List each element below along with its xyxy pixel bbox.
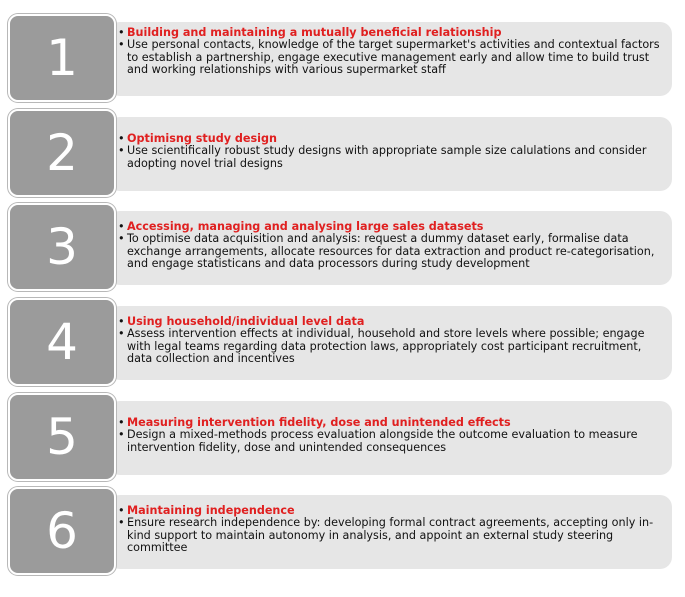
- step-description: Ensure research independence by: developing formal contract agreements, accepting only in-kind support to maintain autonomy in analysis, and appoint an external study steering committee: [127, 516, 654, 554]
- step-number-box: 3: [8, 203, 116, 291]
- bullet-icon: •: [118, 132, 125, 145]
- step-title: Measuring intervention fidelity, dose and unintended effects: [127, 416, 511, 429]
- bullet-icon: •: [118, 428, 125, 442]
- bullet-icon: •: [118, 38, 125, 52]
- step-number-box: 4: [8, 298, 116, 386]
- step-description: Use personal contacts, knowledge of the target supermarket's activities and contextual factors to establish a partnership, engage executive management early and allow time to build trust and working relationships with various supermarket staff: [127, 38, 660, 76]
- step-number-box: 1: [8, 14, 116, 102]
- bullet-icon: •: [118, 232, 125, 246]
- step-title: Accessing, managing and analysing large sales datasets: [127, 220, 484, 233]
- step-description: Use scientifically robust study designs with appropriate sample size calulations and consider adopting novel trial designs: [127, 144, 647, 170]
- step-panel: [108, 401, 672, 475]
- step-number-box: 6: [8, 487, 116, 575]
- step-title: Maintaining independence: [127, 504, 295, 517]
- bullet-icon: •: [118, 26, 125, 39]
- bullet-icon: •: [118, 327, 125, 341]
- bullet-icon: •: [118, 516, 125, 530]
- step-panel: [108, 117, 672, 191]
- step-number-box: 5: [8, 393, 116, 481]
- step-number-box: 2: [8, 109, 116, 197]
- step-panel: [108, 495, 672, 569]
- step-title: Optimisng study design: [127, 132, 277, 145]
- bullet-icon: •: [118, 416, 125, 429]
- step-panel: [108, 211, 672, 285]
- bullet-icon: •: [118, 220, 125, 233]
- bullet-icon: •: [118, 144, 125, 158]
- step-description: To optimise data acquisition and analysis: request a dummy dataset early, formalise data exchange arrangements, allocate resources for data extraction and product re-categorisation, and engage statisticans and data processors during study development: [127, 232, 655, 270]
- bullet-icon: •: [118, 504, 125, 517]
- step-title: Using household/individual level data: [127, 315, 365, 328]
- step-panel: [108, 22, 672, 96]
- step-description: Design a mixed-methods process evaluation alongside the outcome evaluation to measure intervention fidelity, dose and unintended consequences: [127, 428, 638, 454]
- bullet-icon: •: [118, 315, 125, 328]
- step-title: Building and maintaining a mutually beneficial relationship: [127, 26, 502, 39]
- step-panel: [108, 306, 672, 380]
- step-description: Assess intervention effects at individual, household and store levels where possible; engage with legal teams regarding data protection laws, appropriately cost participant recruitment, data collection and incentives: [127, 327, 645, 365]
